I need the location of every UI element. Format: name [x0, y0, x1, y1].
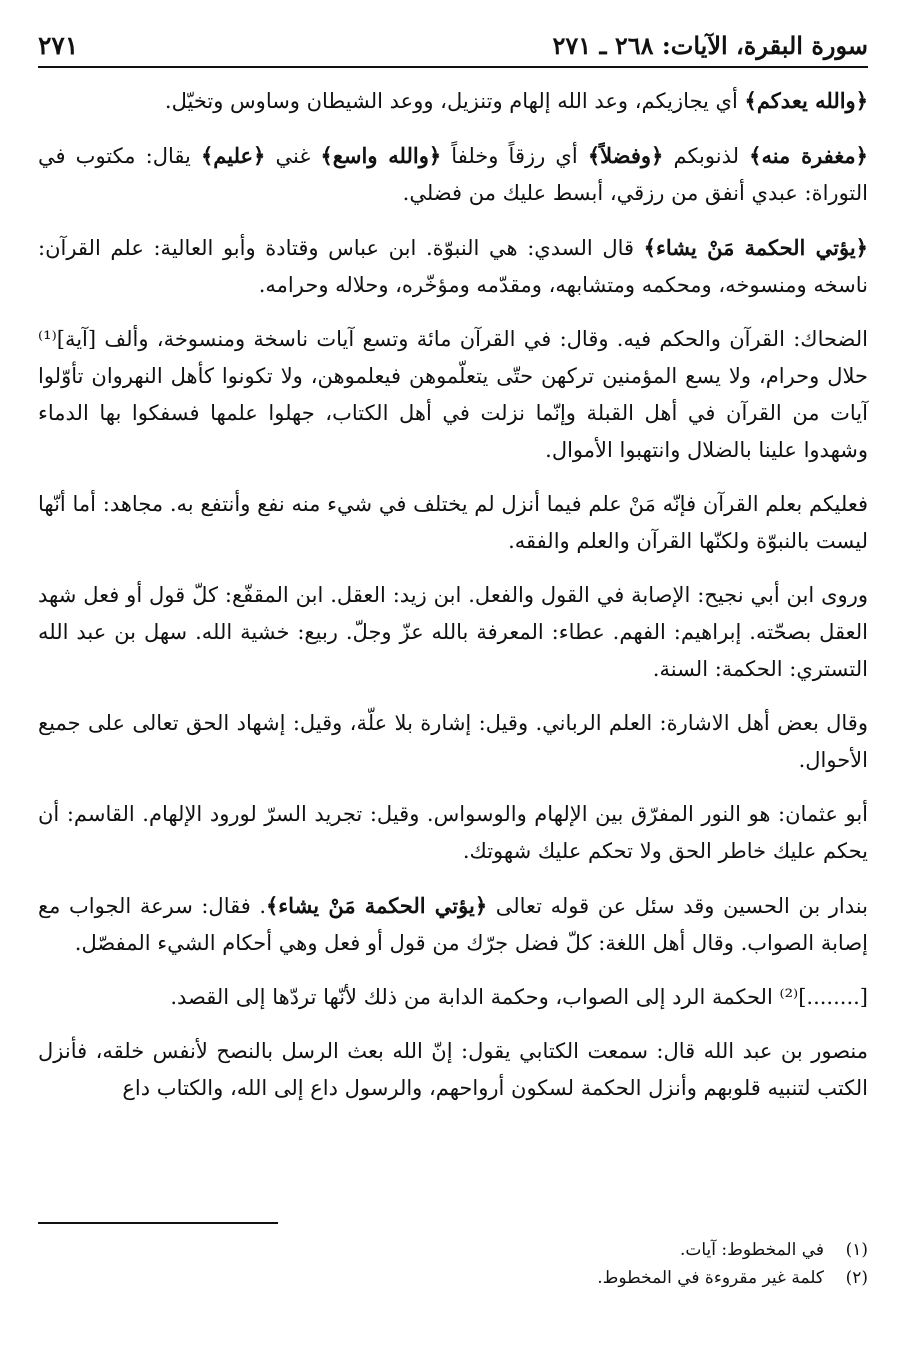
book-page: [38, 26, 868, 1346]
text-run: قال السدي: هي النبوّة. ابن عباس وقتادة وأبو العالية: علم القرآن: ناسخه ومنسوخه، ومحكمه ومتشابهه، ومقدّمه ومؤخّره، وحلاله وحرامه.: [38, 236, 868, 297]
quranic-quote: ﴿مغفرة منه﴾: [749, 143, 868, 168]
paragraph: [38, 1033, 868, 1107]
paragraph: [38, 796, 868, 870]
paragraph: [38, 705, 868, 779]
footnote-number: (١): [845, 1240, 868, 1260]
text-run: الضحاك: القرآن والحكم فيه. وقال: في القرآن مائة وتسع آيات ناسخة ومنسوخة، وألف [آية]⁽¹⁾ حلال وحرام، ولا يسع المؤمنين تركهن حتّى يتعلّموهن فيعلموهن، ولا تكونوا كأهل النهروان تأوّلوا آيات من القرآن في أهل القبلة وإنّما نزلت في أهل الكتاب، جهلوا علمها فسفكوا بها الدماء وشهدوا علينا بالضلال وانتهبوا الأموال.: [38, 327, 868, 462]
quranic-quote: ﴿عليم﴾: [200, 143, 266, 168]
text-run: أي رزقاً وخلفاً: [441, 144, 588, 168]
footnote-text: كلمة غير مقروءة في المخطوط.: [597, 1268, 824, 1288]
main-text: [38, 82, 868, 1107]
text-run: يقال: مكتوب في التوراة: عبدي أنفق من رزقي، أبسط عليك من فضلي.: [38, 144, 868, 205]
footnote-number: (٢): [845, 1268, 868, 1288]
paragraph: [38, 137, 868, 212]
running-head: سورة البقرة، الآيات: ٢٦٨ ـ ٢٧١: [552, 31, 868, 60]
footnote-separator: [38, 1222, 278, 1224]
text-run: وقال بعض أهل الاشارة: العلم الرباني. وقيل: إشارة بلا علّة، وقيل: إشهاد الحق تعالى على جميع الأحوال.: [38, 711, 868, 772]
footnote: [38, 1236, 868, 1264]
paragraph: [38, 887, 868, 962]
paragraph: [38, 321, 868, 469]
quranic-quote: ﴿يؤتي الحكمة مَنْ يشاء﴾: [643, 235, 868, 260]
text-run: منصور بن عبد الله قال: سمعت الكتابي يقول: إنّ الله بعث الرسل بالنصح لأنفس خلقه، فأنزل الكتب لتنبيه قلوبهم وأنزل الحكمة لسكون أرواحهم، والرسول داع إلى الله، والكتاب داع: [38, 1039, 868, 1100]
text-run: وروى ابن أبي نجيح: الإصابة في القول والفعل. ابن زيد: العقل. ابن المقفّع: كلّ قول أو فعل شهد العقل بصحّته. إبراهيم: الفهم. عطاء: المعرفة بالله عزّ وجلّ. ربيع: خشية الله. سهل بن عبد الله التستري: الحكمة: السنة.: [38, 583, 868, 681]
quranic-quote: ﴿وفضلاً﴾: [587, 143, 664, 168]
text-run: أبو عثمان: هو النور المفرّق بين الإلهام والوسواس. وقيل: تجريد السرّ لورود الإلهام. القاسم: أن يحكم عليك خاطر الحق ولا تحكم عليك شهوتك.: [38, 802, 868, 863]
paragraph: [38, 577, 868, 688]
paragraph: [38, 82, 868, 120]
text-run: لذنوبكم: [663, 144, 750, 168]
text-run: غني: [265, 144, 321, 168]
footnotes: [38, 1236, 868, 1292]
text-run: . فقال: سرعة الجواب مع إصابة الصواب. وقال أهل اللغة: كلّ فضل جرّك من قول أو فعل وهي أحكام الشيء المفصّل.: [38, 894, 868, 955]
text-run: أي يجازيكم، وعد الله إلهام وتنزيل، ووعد الشيطان وساوس وتخيّل.: [164, 89, 745, 113]
quranic-quote: ﴿يؤتي الحكمة مَنْ يشاء﴾: [266, 893, 488, 918]
header-rule: [38, 66, 868, 68]
footnote: [38, 1264, 868, 1292]
text-run: [........]⁽²⁾ الحكمة الرد إلى الصواب، وحكمة الدابة من ذلك لأنّها تردّها إلى القصد.: [170, 985, 868, 1009]
page-number: ٢٧١: [38, 31, 79, 60]
paragraph: [38, 979, 868, 1016]
text-run: بندار بن الحسين وقد سئل عن قوله تعالى: [487, 894, 868, 918]
page-header: [38, 26, 868, 60]
text-run: فعليكم بعلم القرآن فإنّه مَنْ علم فيما أنزل لم يختلف في شيء منه نفع وأنتفع به. مجاهد: أما أنّها ليست بالنبوّة ولكنّها القرآن والعلم والفقه.: [38, 492, 868, 553]
paragraph: [38, 229, 868, 304]
quranic-quote: ﴿والله واسع﴾: [320, 143, 442, 168]
paragraph: [38, 486, 868, 560]
quranic-quote: ﴿والله يعدكم﴾: [744, 88, 868, 113]
footnote-text: في المخطوط: آيات.: [679, 1240, 824, 1260]
